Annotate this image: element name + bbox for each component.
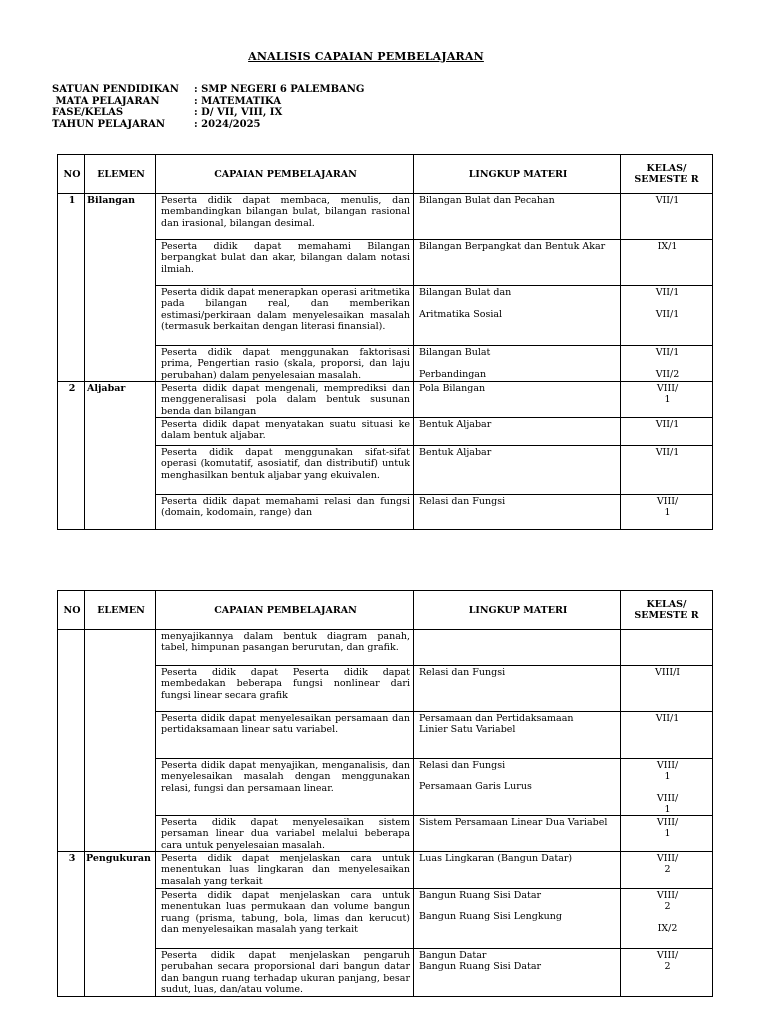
capaian-text: Peserta didik dapat menjelaskan cara untuk menentukan luas lingkaran dan menyelesaikan masalah yang terkait — [156, 852, 414, 889]
lingkup-materi — [414, 418, 621, 446]
kelas-item: VIII/ — [656, 817, 679, 829]
kelas-semester — [621, 286, 713, 346]
kelas-item: VII/1 — [655, 713, 680, 724]
capaian-text: menyajikannya dalam bentuk diagram panah, tabel, himpunan pasangan berurutan, dan grafik. — [156, 630, 414, 666]
lingkup-materi — [414, 712, 621, 759]
table-row — [58, 382, 713, 418]
kelas-semester — [621, 852, 713, 889]
kelas-item: VII/1 — [655, 195, 680, 206]
materi-item: Linier Satu Variabel — [419, 724, 516, 736]
materi-item: Bangun Ruang Sisi Lengkung — [419, 911, 562, 923]
header-elemen: ELEMEN — [85, 155, 156, 194]
table-header-row — [58, 155, 713, 194]
lingkup-materi — [414, 382, 621, 418]
kelas-item: VIII/ — [656, 890, 679, 902]
materi-item: Relasi dan Fungsi — [419, 667, 506, 678]
meta-value: : D/ VII, VIII, IX — [194, 107, 283, 118]
capaian-text: Peserta didik dapat memahami Bilangan berpangkat bulat dan akar, bilangan dalam notasi ilmiah. — [156, 240, 414, 286]
lingkup-materi — [414, 816, 621, 852]
table-row — [58, 630, 713, 666]
kelas-semester — [621, 816, 713, 852]
capaian-text: Peserta didik dapat menyelesaikan sistem persaman linear dua variabel melalui beberapa cara untuk penyelesaian masalah. — [156, 816, 414, 852]
kelas-item: VII/1 — [655, 447, 680, 458]
kelas-item: 1 — [664, 828, 671, 840]
meta-value: : 2024/2025 — [194, 118, 261, 130]
kelas-item: VII/1 — [655, 287, 680, 298]
meta-label: FASE/KELAS — [52, 107, 124, 118]
table-row — [58, 816, 713, 852]
kelas-item: VII/1 — [655, 347, 680, 358]
header-kelas: KELAS/ SEMESTE R — [621, 155, 713, 194]
table-row — [58, 759, 713, 816]
lingkup-materi — [414, 630, 621, 666]
kelas-item: VIII/ — [656, 950, 679, 962]
materi-item: Bilangan Bulat dan — [419, 287, 512, 298]
row-number: 1 — [58, 194, 85, 382]
capaian-text: Peserta didik dapat menerapkan operasi aritmetika pada bilangan real, dan memberikan estimasi/perkiraan dalam menyelesaikan masalah (termasuk berkaitan dengan literasi finansial). — [156, 286, 414, 346]
kelas-item: VIII/ — [656, 496, 679, 507]
kelas-item: 1 — [664, 394, 671, 406]
capaian-text: Peserta didik dapat menyelesaikan persamaan dan pertidaksamaan linear satu variabel. — [156, 712, 414, 759]
kelas-item: 1 — [664, 507, 671, 519]
materi-item: Sistem Persamaan Linear Dua Variabel — [419, 817, 608, 829]
kelas-item: VIII/I — [654, 667, 681, 678]
kelas-semester — [621, 666, 713, 712]
table-row — [58, 418, 713, 446]
elemen-name-empty — [85, 630, 156, 852]
materi-item: Perbandingan — [419, 369, 487, 381]
materi-item: Pola Bilangan — [419, 383, 486, 394]
materi-item: Aritmatika Sosial — [419, 309, 503, 321]
lingkup-materi — [414, 759, 621, 816]
row-number: 3 — [58, 852, 85, 997]
elemen-name: Aljabar — [85, 382, 156, 530]
meta-label: TAHUN PELAJARAN — [52, 118, 166, 130]
row-number: 2 — [58, 382, 85, 530]
table-row — [58, 666, 713, 712]
materi-item: Bilangan Bulat dan Pecahan — [419, 195, 555, 206]
materi-item: Persamaan dan Pertidaksamaan — [419, 713, 574, 724]
kelas-item: 2 — [664, 864, 671, 876]
kelas-item: VII/1 — [655, 419, 680, 430]
header-lingkup: LINGKUP MATERI — [414, 155, 621, 194]
kelas-item: VIII/ — [656, 383, 679, 394]
kelas-semester — [621, 630, 713, 666]
table-header-row — [58, 591, 713, 630]
materi-item: Bilangan Berpangkat dan Bentuk Akar — [419, 241, 606, 252]
kelas-item: VIII/ — [656, 792, 679, 804]
meta-label: SATUAN PENDIDIKAN — [52, 84, 179, 95]
capaian-text: Peserta didik dapat menjelaskan cara untuk menentukan luas permukaan dan volume bangun ruang (prisma, tabung, bola, limas dan kerucut) dan menyelesaikan masalah yang terkait — [156, 889, 414, 949]
capaian-text: Peserta didik dapat Peserta didik dapat membedakan beberapa fungsi nonlinear dari fungsi linear secara grafik — [156, 666, 414, 712]
meta-row-fase — [52, 107, 364, 119]
meta-row-satuan — [52, 84, 364, 96]
materi-item: Relasi dan Fungsi — [419, 760, 506, 771]
header-kelas: KELAS/ SEMESTE R — [621, 591, 713, 630]
capaian-text: Peserta didik dapat menjelaskan pengaruh perubahan secara proporsional dari bangun datar dan bangun ruang terhadap ukuran panjang, besar sudut, luas, dan/atau volume. — [156, 949, 414, 997]
kelas-semester — [621, 949, 713, 997]
materi-item: Persamaan Garis Lurus — [419, 781, 532, 793]
table-row — [58, 240, 713, 286]
kelas-semester — [621, 495, 713, 530]
kelas-item: 2 — [664, 901, 671, 913]
kelas-item: VII/2 — [655, 369, 680, 381]
lingkup-materi — [414, 240, 621, 286]
materi-item: Bentuk Aljabar — [419, 447, 492, 458]
meta-row-mapel — [52, 96, 364, 108]
header-lingkup: LINGKUP MATERI — [414, 591, 621, 630]
document-title: ANALISIS CAPAIAN PEMBELAJARAN — [248, 50, 484, 63]
capaian-text: Peserta didik dapat menggunakan sifat-sifat operasi (komutatif, asosiatif, dan distributif) untuk menghasilkan bentuk aljabar yang ekuivalen. — [156, 446, 414, 495]
meta-value: : SMP NEGERI 6 PALEMBANG — [194, 84, 365, 95]
materi-item: Bangun Ruang Sisi Datar — [419, 890, 542, 902]
lingkup-materi — [414, 346, 621, 382]
kelas-semester — [621, 240, 713, 286]
kelas-semester — [621, 759, 713, 816]
header-no: NO — [58, 591, 85, 630]
materi-item: Relasi dan Fungsi — [419, 496, 506, 507]
lingkup-materi — [414, 446, 621, 495]
lingkup-materi — [414, 949, 621, 997]
materi-item: Bangun Datar — [419, 950, 487, 962]
lingkup-materi — [414, 889, 621, 949]
header-no: NO — [58, 155, 85, 194]
document-meta — [52, 84, 364, 130]
lingkup-materi — [414, 852, 621, 889]
meta-label: MATA PELAJARAN — [52, 95, 160, 107]
capaian-text: Peserta didik dapat memahami relasi dan fungsi (domain, kodomain, range) dan — [156, 495, 414, 530]
kelas-semester — [621, 346, 713, 382]
table-row — [58, 949, 713, 997]
kelas-semester — [621, 712, 713, 759]
table-row — [58, 852, 713, 889]
kelas-semester — [621, 194, 713, 240]
kelas-semester — [621, 889, 713, 949]
kelas-item: VIII/ — [656, 853, 679, 865]
kelas-item: 1 — [664, 803, 671, 815]
capaian-text: Peserta didik dapat membaca, menulis, dan membandingkan bilangan bulat, bilangan rasional dan irasional, bilangan desimal. — [156, 194, 414, 240]
cp-table-2 — [57, 590, 713, 997]
capaian-text: Peserta didik dapat menyatakan suatu situasi ke dalam bentuk aljabar. — [156, 418, 414, 446]
elemen-name: Bilangan — [85, 194, 156, 382]
capaian-text: Peserta didik dapat menyajikan, menganalisis, dan menyelesaikan masalah dengan menggunakan relasi, fungsi dan persamaan linear. — [156, 759, 414, 816]
materi-item: Bangun Ruang Sisi Datar — [419, 961, 542, 973]
kelas-semester — [621, 446, 713, 495]
cp-table-1 — [57, 154, 713, 530]
materi-item: Bentuk Aljabar — [419, 419, 492, 430]
kelas-item: 1 — [664, 771, 671, 783]
kelas-item: IX/2 — [657, 922, 678, 934]
lingkup-materi — [414, 194, 621, 240]
kelas-item: IX/1 — [657, 241, 678, 252]
meta-value: : MATEMATIKA — [194, 95, 281, 107]
kelas-item: VIII/ — [656, 760, 679, 771]
materi-item: Bilangan Bulat — [419, 347, 491, 358]
kelas-item: 2 — [664, 961, 671, 973]
kelas-item: VII/1 — [655, 309, 680, 321]
capaian-text: Peserta didik dapat menggunakan faktorisasi prima, Pengertian rasio (skala, proporsi, dan laju perubahan) dalam penyelesaian masalah. — [156, 346, 414, 382]
table-row — [58, 712, 713, 759]
table-row — [58, 346, 713, 382]
row-number-empty — [58, 630, 85, 852]
materi-item: Luas Lingkaran (Bangun Datar) — [419, 853, 573, 865]
header-capaian: CAPAIAN PEMBELAJARAN — [156, 155, 414, 194]
table-row — [58, 446, 713, 495]
table-row — [58, 286, 713, 346]
kelas-semester — [621, 382, 713, 418]
kelas-semester — [621, 418, 713, 446]
header-elemen: ELEMEN — [85, 591, 156, 630]
elemen-name: Pengukuran — [85, 852, 156, 997]
table-row — [58, 495, 713, 530]
lingkup-materi — [414, 666, 621, 712]
capaian-text: Peserta didik dapat mengenali, memprediksi dan menggeneralisasi pola dalam bentuk susunan benda dan bilangan — [156, 382, 414, 418]
lingkup-materi — [414, 286, 621, 346]
table-row — [58, 889, 713, 949]
lingkup-materi — [414, 495, 621, 530]
table-row — [58, 194, 713, 240]
meta-row-tahun — [52, 119, 364, 131]
header-capaian: CAPAIAN PEMBELAJARAN — [156, 591, 414, 630]
